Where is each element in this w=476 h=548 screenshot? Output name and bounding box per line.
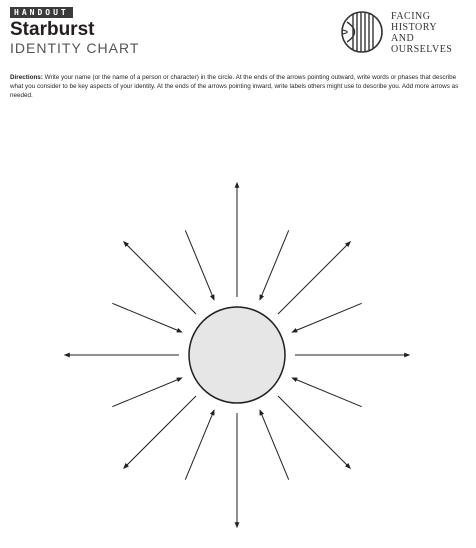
identity-circle[interactable] bbox=[189, 307, 285, 403]
outward-arrow bbox=[124, 396, 196, 468]
outward-arrow bbox=[278, 396, 350, 468]
outward-arrow bbox=[124, 242, 196, 314]
handout-badge: HANDOUT bbox=[10, 7, 73, 18]
inward-arrow bbox=[292, 378, 361, 407]
directions-label: Directions: bbox=[10, 74, 43, 81]
page-subtitle: IDENTITY CHART bbox=[10, 40, 140, 56]
logo-line: AND bbox=[391, 33, 415, 44]
inward-arrow bbox=[185, 230, 214, 299]
inward-arrow bbox=[112, 303, 181, 332]
outward-arrow bbox=[278, 242, 350, 314]
inward-arrow bbox=[292, 303, 361, 332]
logo-line: HISTORY bbox=[391, 22, 438, 33]
page-title: Starburst bbox=[10, 19, 95, 40]
logo-line: OURSELVES bbox=[391, 44, 453, 55]
directions-body: Write your name (or the name of a person or character) in the circle. At the ends of the arrows pointing outward, write words or phases that describe what you consider to be key aspects of your identity. At the ends of the arrows pointing inward, write labels others might use to describe you. Add more arrows as needed. bbox=[10, 74, 459, 99]
inward-arrow bbox=[260, 230, 289, 299]
logo-line: FACING bbox=[391, 11, 431, 22]
inward-arrow bbox=[260, 410, 289, 479]
inward-arrow bbox=[185, 410, 214, 479]
inward-arrow bbox=[112, 378, 181, 407]
